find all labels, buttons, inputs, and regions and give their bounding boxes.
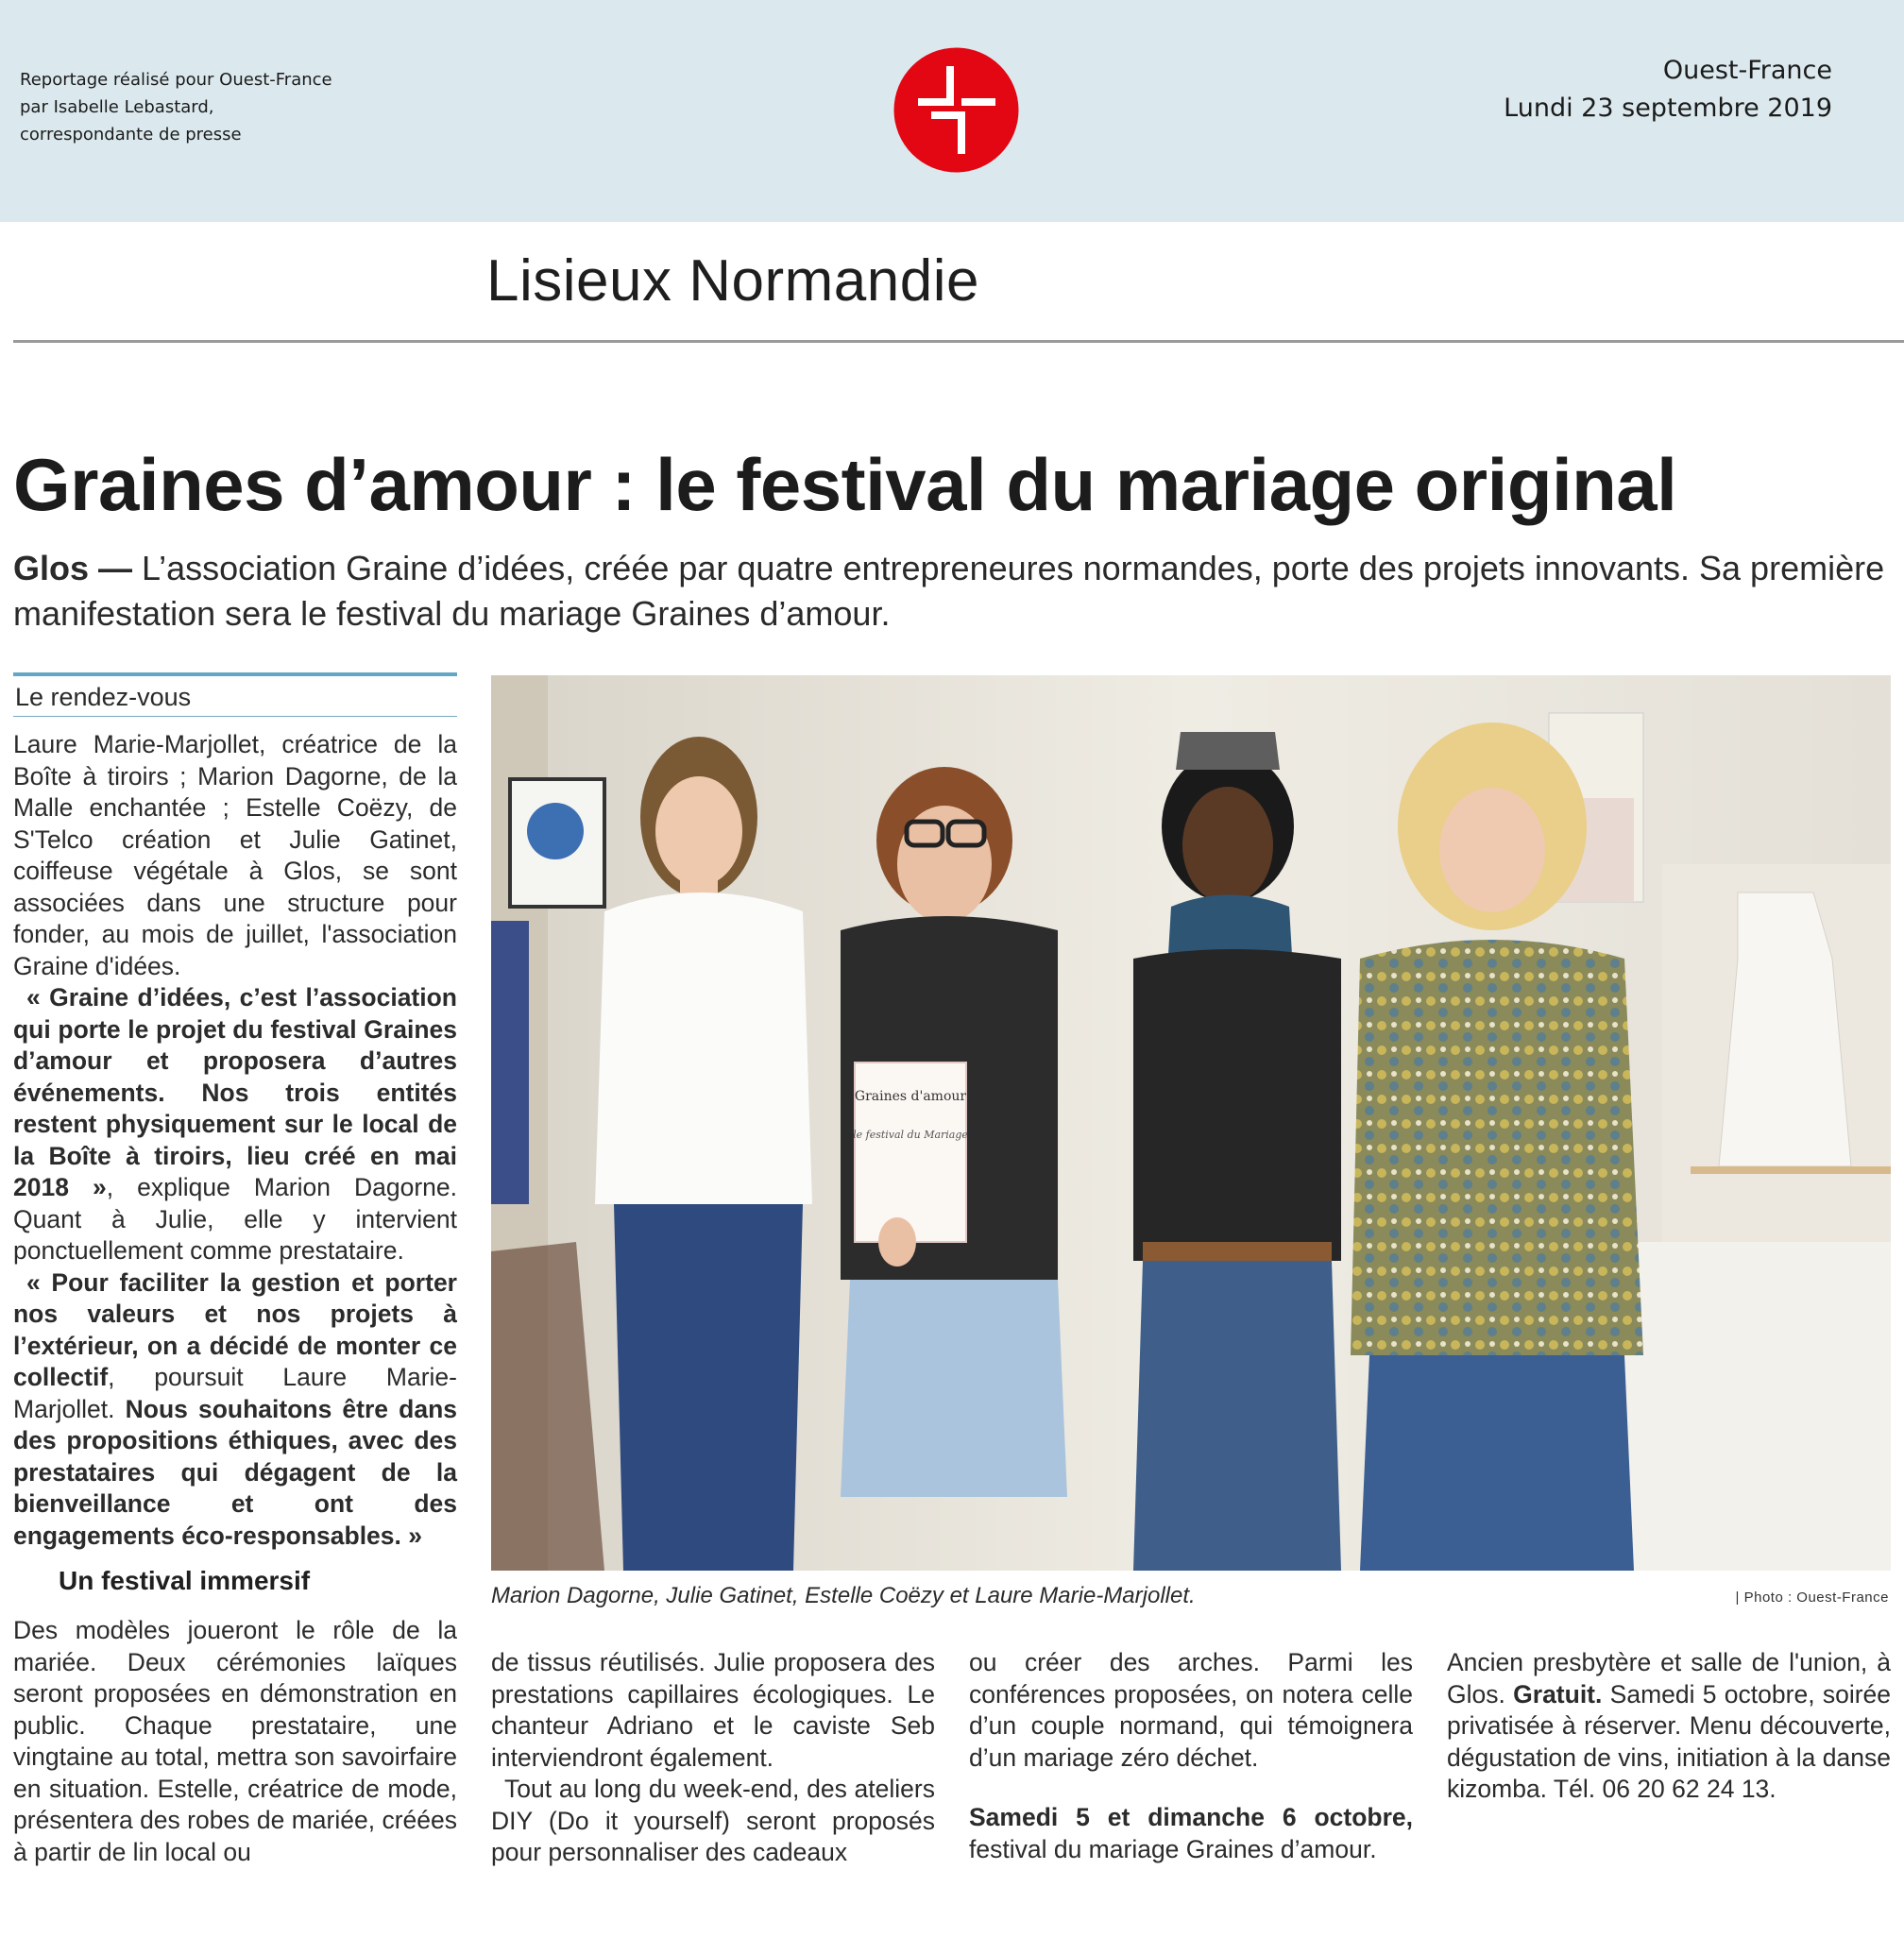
quote: « Pour faciliter la gestion et porter nos valeurs et nos projets à l’extérieur, on a décidé de monter ce collectif bbox=[13, 1267, 457, 1391]
sidebar-text bbox=[13, 729, 457, 1552]
sidebar-top-rule bbox=[13, 672, 457, 676]
body-column-1 bbox=[13, 1615, 457, 1868]
ouest-france-logo-icon bbox=[893, 47, 1019, 173]
sidebar-paragraph bbox=[13, 982, 457, 1267]
body-column-3 bbox=[969, 1647, 1413, 1865]
report-credit bbox=[20, 66, 416, 148]
flyer-title: Graines d'amour bbox=[854, 1089, 967, 1104]
photo-credit: | Photo : Ouest-France bbox=[1735, 1590, 1889, 1606]
article-standfirst bbox=[13, 546, 1893, 637]
quote: Nous souhaitons être dans des propositions éthiques, avec des prestataires qui dégagent de la bienveillance et ont des engagements éco-responsables. » bbox=[13, 1394, 458, 1550]
publication-name: Ouest-France bbox=[1662, 56, 1832, 85]
credit-line: par Isabelle Lebastard, bbox=[20, 97, 214, 117]
body-paragraph: Des modèles joueront le rôle de la mariée. Deux cérémonies laïques seront proposées en démonstration en public. Chaque prestataire, une vingtaine au total, mettra son savoirfaire en situation. Estelle, créatrice de mode, présentera des robes de mariée, créées à partir de lin local ou bbox=[13, 1616, 457, 1866]
event-name: festival du mariage Graines d’amour. bbox=[969, 1834, 1377, 1863]
article-photo bbox=[491, 675, 1891, 1571]
article-headline: Graines d’amour : le festival du mariage original bbox=[13, 443, 1677, 526]
subheading: Un festival immersif bbox=[59, 1566, 311, 1595]
body-paragraph: Tout au long du week-end, des ateliers DIY (Do it yourself) seront proposés pour personnaliser des cadeaux bbox=[491, 1775, 935, 1866]
body-paragraph: ou créer des arches. Parmi les conférences proposées, on notera celle d’un couple normand, qui témoignera d’un mariage zéro déchet. bbox=[969, 1648, 1413, 1772]
standfirst-text: L’association Graine d’idées, créée par quatre entrepreneures normandes, porte des projets innovants. Sa première manifestation sera le festival du mariage Graines d’amour. bbox=[13, 549, 1885, 633]
body-column-2 bbox=[491, 1647, 935, 1869]
sidebar-kicker-rule bbox=[13, 716, 457, 717]
sidebar-paragraph bbox=[13, 1267, 457, 1553]
credit-line: Reportage réalisé pour Ouest-France bbox=[20, 70, 332, 90]
quote: « Graine d’idées, c’est l’association qui porte le projet du festival Graines d’amour et proposera d’autres événements. Nos trois entités restent physiquement sur le local de la Boîte à tiroirs, lieu créé en mai 2018 » bbox=[13, 983, 457, 1201]
dateline: Glos — bbox=[13, 549, 133, 587]
event-info bbox=[1447, 1647, 1891, 1806]
group-photo-illustration bbox=[491, 675, 1891, 1571]
paragraph-text: , explique Marion Dagorne. Quant à Julie, elle y intervient ponctuellement comme prestataire. bbox=[13, 1173, 457, 1265]
sidebar-paragraph: Laure Marie-Marjollet, créatrice de la Boîte à tiroirs ; Marion Dagorne, de la Malle enchantée ; Estelle Coëzy, de S'Telco création et Julie Gatinet, coiffeuse végétale à Glos, se sont associées dans une structure pour fonder, au mois de juillet, l'association Graine d'idées. bbox=[13, 730, 457, 980]
section-title: Lisieux Normandie bbox=[486, 248, 979, 314]
photo-caption: Marion Dagorne, Julie Gatinet, Estelle Coëzy et Laure Marie-Marjollet. bbox=[491, 1583, 1196, 1608]
event-dates bbox=[969, 1802, 1413, 1865]
event-dates-bold: Samedi 5 et dimanche 6 octobre, bbox=[969, 1803, 1413, 1831]
top-banner bbox=[0, 0, 1904, 222]
publication-info bbox=[1504, 52, 1832, 128]
event-details: Samedi 5 octobre, soirée privatisée à réserver. Menu découverte, dégustation de vins, initiation à la danse kizomba. Tél. 06 20 62 24 13. bbox=[1447, 1679, 1892, 1803]
flyer-subtitle: le festival du Mariage bbox=[853, 1129, 968, 1141]
credit-line: correspondante de presse bbox=[20, 125, 242, 144]
sidebar-kicker: Le rendez-vous bbox=[15, 683, 192, 711]
publication-date: Lundi 23 septembre 2019 bbox=[1504, 94, 1832, 123]
event-price: Gratuit. bbox=[1513, 1679, 1603, 1708]
event-location: Ancien presbytère et salle de l'union, à Glos. bbox=[1447, 1648, 1891, 1708]
body-column-4 bbox=[1447, 1647, 1891, 1806]
paragraph-text: , poursuit Laure Marie-Marjollet. bbox=[13, 1363, 457, 1423]
body-paragraph: de tissus réutilisés. Julie proposera des prestations capillaires écologiques. Le chanteur Adriano et le caviste Seb interviendront également. bbox=[491, 1648, 935, 1772]
section-divider bbox=[13, 340, 1904, 343]
